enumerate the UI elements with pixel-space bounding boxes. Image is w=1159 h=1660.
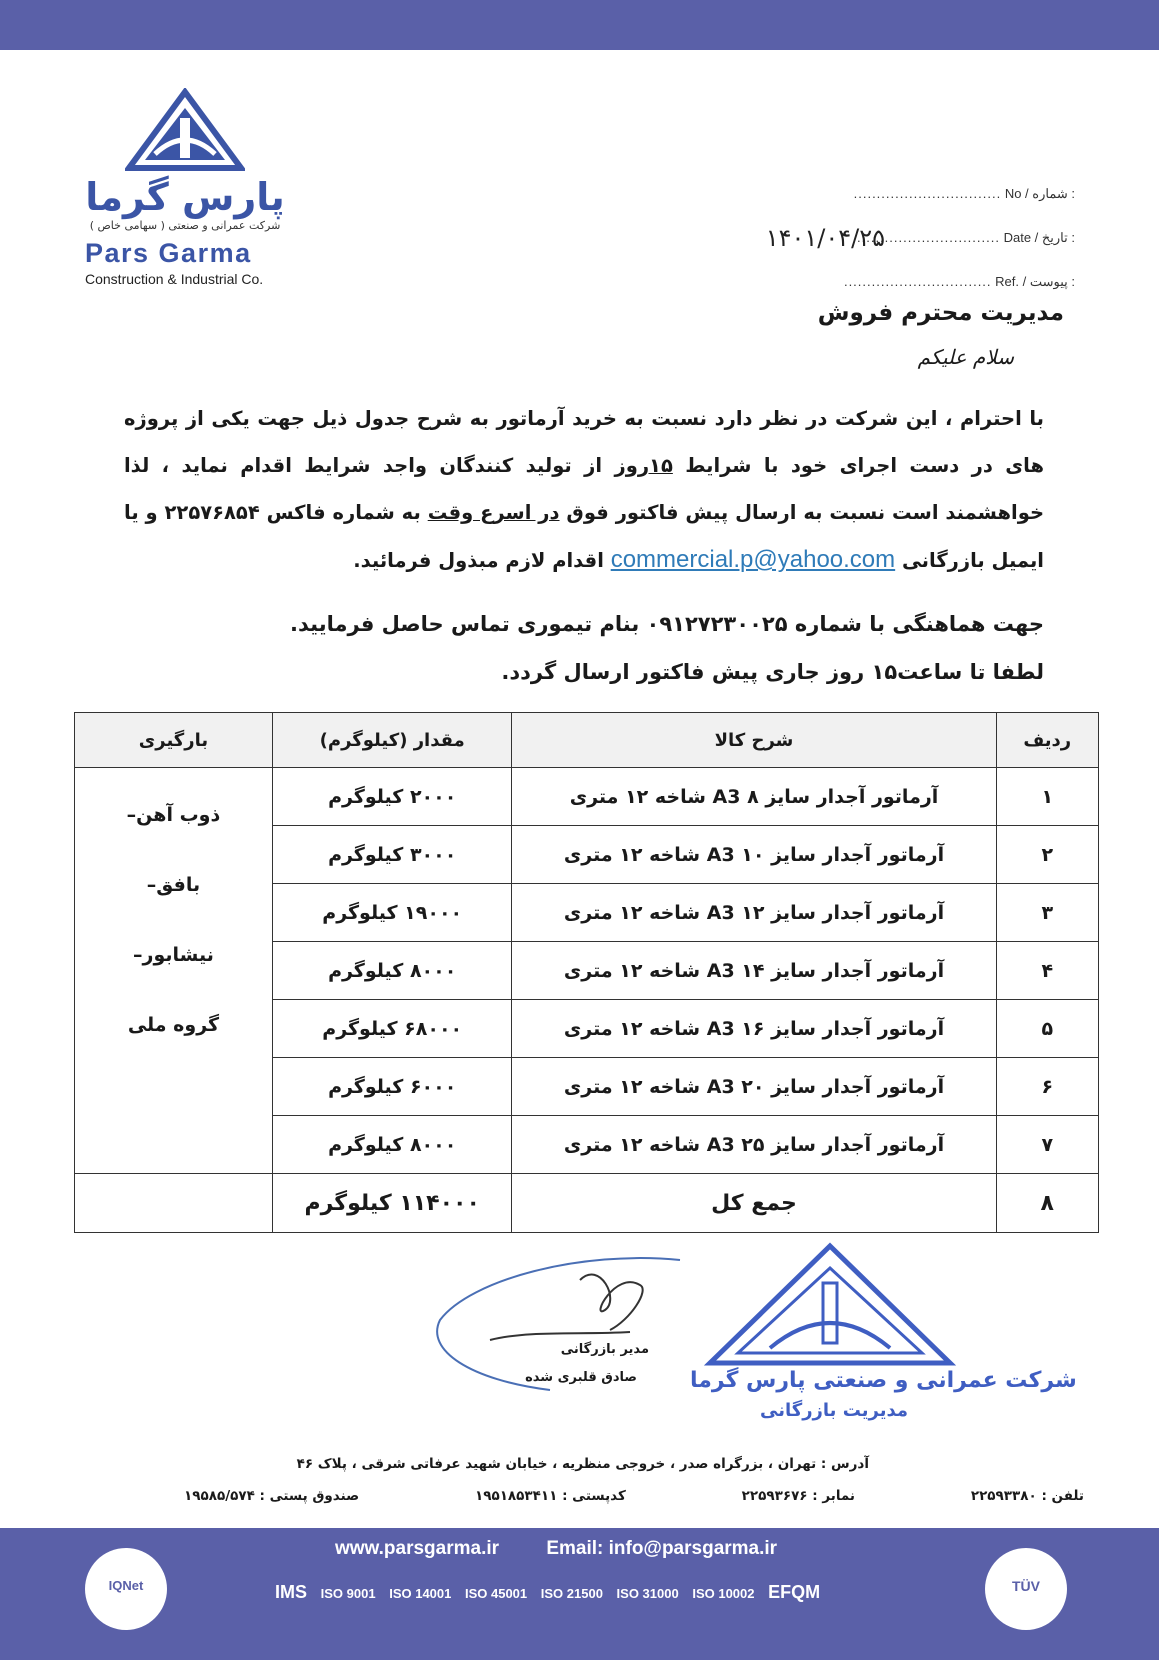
contact-numbers <box>184 1488 1084 1504</box>
email-link[interactable]: commercial.p@yahoo.com <box>610 546 896 573</box>
company-address: آدرس : تهران ، بزرگراه صدر ، خروجی منظریه ، خیابان شهید عرفاتی شرقی ، پلاک ۴۶ <box>296 1456 869 1472</box>
table-total-row: ۸ جمع کل ۱۱۴۰۰۰ کیلوگرم <box>75 1174 1099 1233</box>
header-quantity: مقدار (کیلوگرم) <box>272 713 512 768</box>
greeting: سلام علیکم <box>917 345 1014 369</box>
date-field: ................................ Date / تاریخ : <box>852 230 1075 245</box>
deadline-underlined: ۱۵روز <box>614 454 673 477</box>
table-header-row <box>75 713 1099 768</box>
table-row: ۳ آرماتور آجدار سایز ۱۲ A3 شاخه ۱۲ متری ۱۹۰۰۰ کیلوگرم <box>75 884 1099 942</box>
phone-number: تلفن : ۲۲۵۹۳۳۸۰ <box>970 1488 1084 1504</box>
table-row: ۶ آرماتور آجدار سایز ۲۰ A3 شاخه ۱۲ متری ۶۰۰۰ کیلوگرم <box>75 1058 1099 1116</box>
order-table <box>74 712 1099 1233</box>
footer-links <box>335 1538 819 1560</box>
table-row: ۴ آرماتور آجدار سایز ۱۴ A3 شاخه ۱۲ متری ۸۰۰۰ کیلوگرم <box>75 942 1099 1000</box>
number-field: ................................ No / شماره : <box>853 186 1075 201</box>
postal-code: کدپستی : ۱۹۵۱۸۵۳۴۱۱ <box>474 1488 626 1504</box>
asap-underlined: در اسرع وقت <box>427 501 560 524</box>
triangle-logo-icon <box>125 88 245 173</box>
deadline-instruction: لطفا تا ساعت۱۵ روز جاری پیش فاکتور ارسال گردد. <box>501 660 1044 684</box>
footer-standards: IMS ISO 9001 ISO 14001 ISO 45001 ISO 21500 ISO 31000 ISO 10002 EFQM <box>275 1582 821 1602</box>
header-description: شرح کالا <box>512 713 996 768</box>
logo-english-name: Pars Garma <box>85 238 252 268</box>
iqnet-certification-badge-icon: IQNet <box>85 1548 167 1630</box>
company-logo <box>85 88 285 287</box>
logo-english-subtitle: Construction & Industrial Co. <box>85 271 264 287</box>
table-row: ۱ آرماتور آجدار سایز ۸ A3 شاخه ۱۲ متری ۲۰۰۰ کیلوگرم ذوب آهن– بافق– نیشابور– گروه ملی <box>75 768 1099 826</box>
header-row-number: ردیف <box>996 713 1099 768</box>
certification-badge-icon: TÜV <box>985 1548 1067 1630</box>
po-box: صندوق پستی : ۱۹۵۸۵/۵۷۴ <box>184 1488 360 1504</box>
table-row: ۲ آرماتور آجدار سایز ۱۰ A3 شاخه ۱۲ متری ۳۰۰۰ کیلوگرم <box>75 826 1099 884</box>
website-link[interactable]: www.parsgarma.ir <box>335 1538 500 1559</box>
logo-persian-subtitle: شرکت عمرانی و صنعتی ( سهامی خاص ) <box>89 219 281 232</box>
signer-name: صادق قلبری شده <box>525 1370 637 1385</box>
stamp-department: مدیریت بازرگانی <box>760 1400 909 1421</box>
stamp-company-name: شرکت عمرانی و صنعتی پارس گرما <box>690 1368 1077 1393</box>
reference-field: ................................ Ref. / پیوست : <box>843 274 1075 289</box>
date-value: ۱۴۰۱/۰۴/۲۵ <box>765 224 885 252</box>
header-loading: بارگیری <box>75 713 273 768</box>
logo-persian-name: پارس گرما <box>85 175 285 219</box>
fax-number: نمابر : ۲۲۵۹۳۶۷۶ <box>741 1488 856 1504</box>
top-color-band <box>0 0 1159 50</box>
letter-body: با احترام ، این شرکت در نظر دارد نسبت به خرید آرماتور به شرح جدول ذیل جهت یکی از پروژه های در دست اجرای خود با شرایط ۱۵روز از تولید کنندگان واجد شرایط اقدام نماید ، لذا خواهشمند است نسبت به ارسال پیش فاکتور فوق در اسرع وقت به شماره فاکس ۲۲۵۷۶۸۵۴ و یا ایمیل بازرگانی commercial.p@yahoo.com اقدام لازم مبذول فرمائید. <box>124 407 1045 573</box>
table-row: ۷ آرماتور آجدار سایز ۲۵ A3 شاخه ۱۲ متری ۸۰۰۰ کیلوگرم <box>75 1116 1099 1174</box>
contact-instruction: جهت هماهنگی با شماره ۰۹۱۲۷۲۳۰۰۲۵ بنام تیموری تماس حاصل فرمایید. <box>290 612 1044 636</box>
loading-origins: ذوب آهن– بافق– نیشابور– گروه ملی <box>75 768 273 1174</box>
table-row: ۵ آرماتور آجدار سایز ۱۶ A3 شاخه ۱۲ متری ۶۸۰۰۰ کیلوگرم <box>75 1000 1099 1058</box>
footer-email-link[interactable]: Email: info@parsgarma.ir <box>546 1538 778 1559</box>
signer-title: مدیر بازرگانی <box>560 1342 649 1357</box>
salutation: مدیریت محترم فروش <box>817 300 1064 326</box>
